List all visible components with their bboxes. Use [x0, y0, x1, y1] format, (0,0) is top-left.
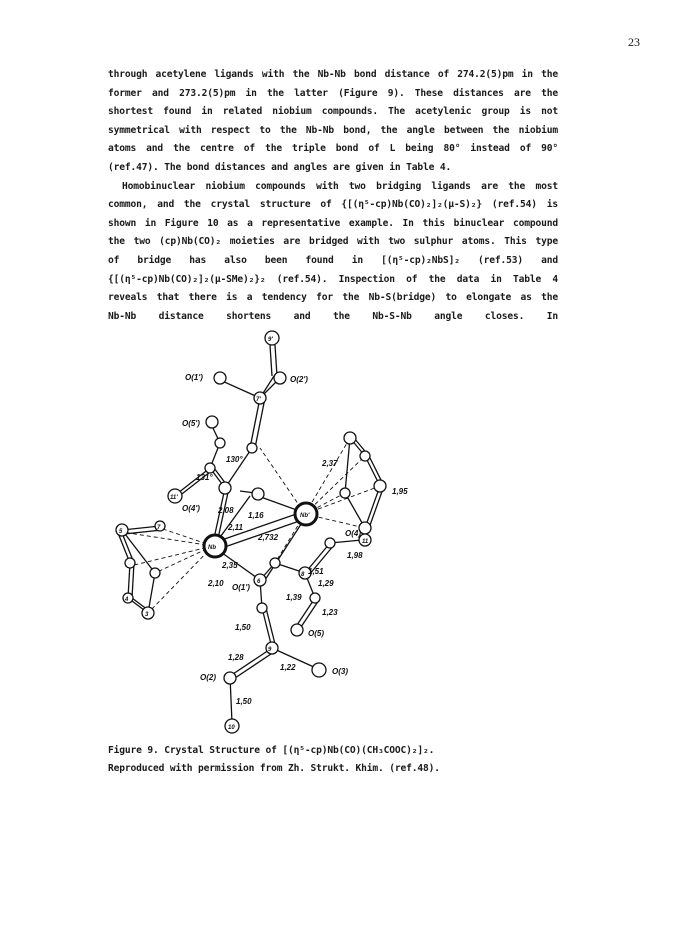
text-line: common, and the crystal structure of {[(η⁵-cp)Nb(CO)₂]₂(μ-S)₂} (ref.54) is	[108, 199, 558, 211]
distance-label: 2,10	[208, 579, 224, 588]
body-text	[108, 66, 558, 326]
distance-label: 2,08	[218, 506, 234, 515]
atom-label: O(5)	[308, 629, 324, 638]
atom-label: 11	[362, 539, 369, 545]
atom-label: 5	[119, 529, 123, 535]
crystal-structure-diagram	[100, 318, 580, 738]
distance-label: 1,98	[347, 551, 363, 560]
atom-label: 8	[301, 572, 305, 578]
atom-label: O(3)	[332, 667, 348, 676]
text-line: Nb-Nb distance shortens and the Nb-S-Nb angle closes. In	[108, 310, 558, 322]
text-line: shortest found in related niobium compounds. The acetylenic group is not	[108, 106, 558, 118]
distance-label: 1,39	[286, 593, 302, 602]
atom-label: O(4')	[182, 504, 200, 513]
atom-label: 9	[268, 647, 272, 653]
atom-label: O(5')	[182, 419, 200, 428]
atom-label: O(4)	[345, 529, 361, 538]
text-line: through acetylene ligands with the Nb-Nb bond distance of 274.2(5)pm in the	[108, 69, 558, 80]
atom-label: 4	[125, 597, 129, 603]
atom-label: 10	[228, 725, 235, 731]
text-line: symmetrical with respect to the Nb-Nb bond, the angle between the niobium	[108, 124, 558, 136]
figure-caption	[108, 742, 568, 778]
distance-label: 2,37	[322, 459, 338, 468]
text-line: Homobinuclear niobium compounds with two bridging ligands are the most	[122, 180, 558, 192]
caption-line: Figure 9. Crystal Structure of [(η⁵-cp)Nb(CO)(CH₃COOC)₂]₂.	[108, 745, 435, 756]
text-line: the two (cp)Nb(CO)₂ moieties are bridged with two sulphur atoms. This type	[108, 236, 558, 248]
atom-label: O(1')	[185, 373, 203, 382]
atom-label: O(1')	[232, 583, 250, 592]
text-line: of bridge has also been found in [(η⁵-cp)₂NbS]₂ (ref.53) and	[108, 254, 558, 266]
nb-prime-atom-label: Nb'	[300, 513, 310, 519]
distance-label: 1,16	[248, 511, 264, 520]
atom-label: O(2')	[290, 375, 308, 384]
crystal-structure-figure	[100, 318, 580, 738]
caption-line: Reproduced with permission from Zh. Strukt. Khim. (ref.48).	[108, 763, 440, 774]
atom-label: 3	[145, 612, 149, 618]
page-number: 23	[628, 35, 640, 49]
distance-label: 1,50	[236, 697, 252, 706]
distance-label: 1,95	[392, 487, 408, 496]
atom-label: 7'	[256, 397, 261, 403]
text-line: shown in Figure 10 as a representative example. In this binuclear compound	[108, 217, 558, 229]
distance-label: 1,50	[235, 623, 251, 632]
distance-label: 2,732	[258, 533, 279, 542]
distance-label: 2,11	[228, 523, 243, 532]
distance-label: 131°	[196, 473, 213, 482]
atom-label: 6	[257, 579, 261, 585]
atom-label: 9'	[268, 337, 273, 343]
atom-label: 11'	[170, 495, 178, 501]
text-line: reveals that there is a tendency for the Nb-S(bridge) to elongate as the	[108, 292, 558, 304]
text-line: (ref.47). The bond distances and angles are given in Table 4.	[108, 161, 452, 173]
distance-label: 1,51	[308, 567, 324, 576]
distance-label: 1,28	[228, 653, 244, 662]
distance-label: 1,29	[318, 579, 334, 588]
distance-label: 130°	[226, 455, 243, 464]
distance-label: 2,35	[222, 561, 238, 570]
atom-label: O(2)	[200, 673, 216, 682]
nb-atom-label: Nb	[208, 545, 216, 551]
distance-label: 1,22	[280, 663, 296, 672]
text-line: {[(η⁵-cp)Nb(CO)₂]₂(μ-SMe)₂}₂ (ref.54). Inspection of the data in Table 4	[108, 273, 558, 285]
text-line: atoms and the centre of the triple bond of L being 80° instead of 90°	[108, 143, 558, 155]
text-line: former and 273.2(5)pm in the latter (Figure 9). These distances are the	[108, 87, 558, 99]
atom-label: 7	[157, 525, 161, 531]
distance-label: 1,23	[322, 608, 338, 617]
